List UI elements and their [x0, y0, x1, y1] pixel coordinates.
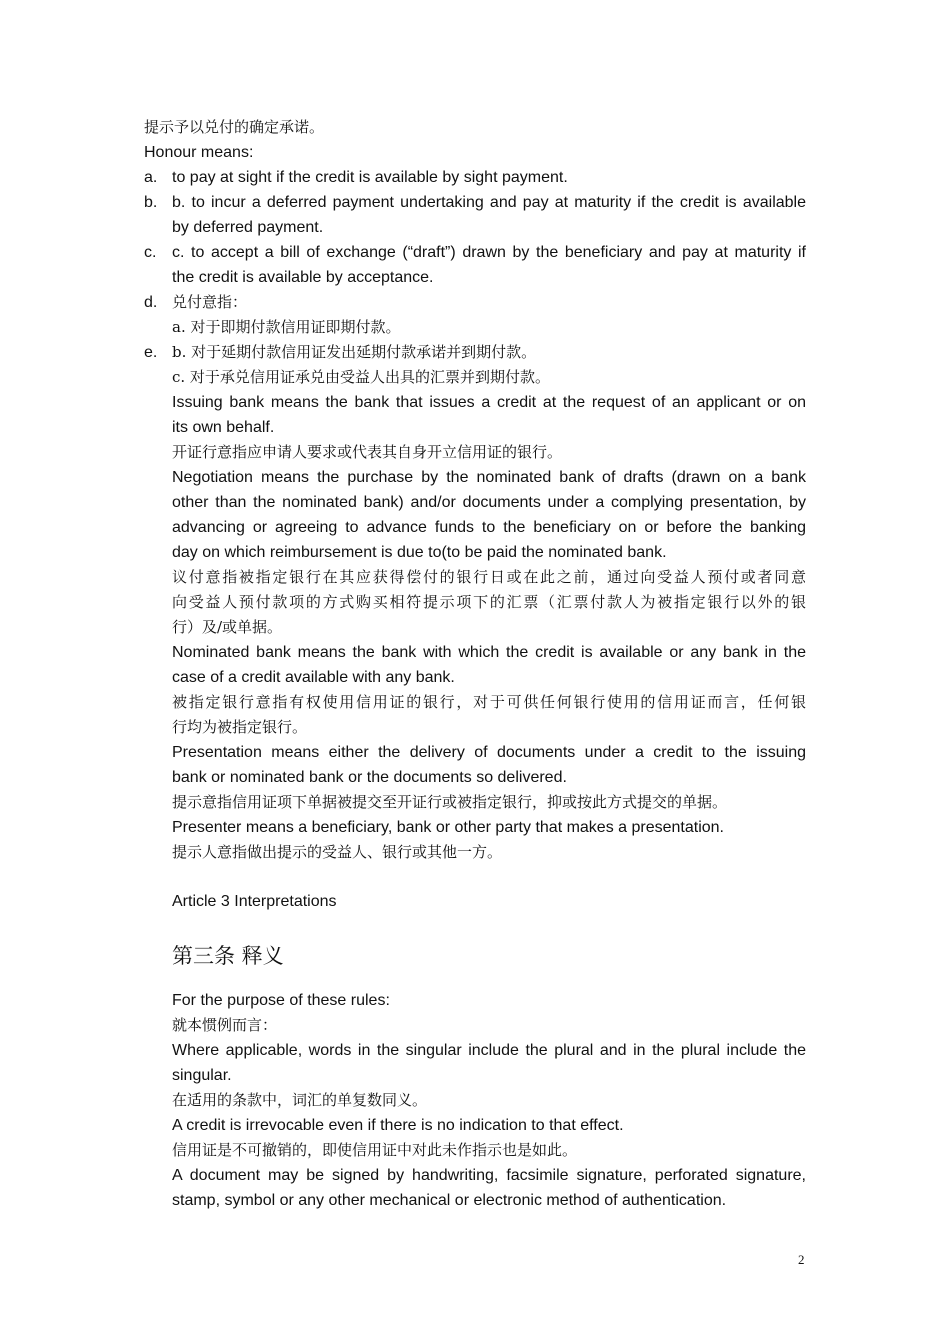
text-line: 被指定银行意指有权使用信用证的银行，对于可供任何银行使用的信用证而言，任何银 [172, 693, 806, 711]
text-line: a. 对于即期付款信用证即期付款。 [172, 318, 401, 336]
text-line: Negotiation means the purchase by the nominated bank of drafts (drawn on a bank [172, 469, 806, 486]
text-line: c. 对于承兑信用证承兑由受益人出具的汇票并到期付款。 [172, 368, 550, 386]
text-line: 信用证是不可撤销的，即使信用证中对此未作指示也是如此。 [172, 1141, 578, 1159]
text-line: by deferred payment. [172, 219, 324, 236]
text-line: Issuing bank means the bank that issues a credit at the request of an applicant or on [172, 394, 806, 411]
text-line: Where applicable, words in the singular include the plural and in the plural include the [172, 1042, 806, 1059]
text-line: 行）及/或单据。 [172, 618, 283, 636]
text-line: b. to incur a deferred payment undertaking and pay at maturity if the credit is available [172, 194, 806, 211]
text-line: Nominated bank means the bank with which the credit is available or any bank in the [172, 644, 806, 661]
text-line: 向受益人预付款项的方式购买相符提示项下的汇票（汇票付款人为被指定银行以外的银 [172, 593, 806, 611]
list-marker: b. [144, 194, 158, 211]
list-marker: d. [144, 294, 158, 311]
list-marker: e. [144, 344, 158, 361]
text-line: Presenter means a beneficiary, bank or other party that makes a presentation. [172, 819, 724, 836]
text-line: 议付意指被指定银行在其应获得偿付的银行日或在此之前，通过向受益人预付或者同意 [172, 568, 806, 586]
text-line: c. to accept a bill of exchange (“draft”) drawn by the beneficiary and pay at maturity if [172, 244, 806, 261]
text-line: 行均为被指定银行。 [172, 718, 308, 736]
text-line: For the purpose of these rules: [172, 992, 390, 1009]
text-line: 提示予以兑付的确定承诺。 [144, 118, 325, 136]
article-title: Article 3 Interpretations [172, 893, 337, 910]
text-line: singular. [172, 1067, 232, 1084]
text-line: 提示人意指做出提示的受益人、银行或其他一方。 [172, 843, 503, 861]
text-line: 兑付意指： [172, 293, 248, 311]
text-line: stamp, symbol or any other mechanical or electronic method of authentication. [172, 1192, 727, 1209]
text-line: Presentation means either the delivery of documents under a credit to the issuing [172, 744, 806, 761]
text-line: 就本惯例而言： [172, 1016, 278, 1034]
text-line: 提示意指信用证项下单据被提交至开证行或被指定银行，抑或按此方式提交的单据。 [172, 793, 728, 811]
text-line: Honour means: [144, 144, 254, 161]
text-line: 开证行意指应申请人要求或代表其自身开立信用证的银行。 [172, 443, 563, 461]
text-line: bank or nominated bank or the documents so delivered. [172, 769, 567, 786]
text-line: its own behalf. [172, 419, 275, 436]
text-line: the credit is available by acceptance. [172, 269, 434, 286]
text-line: day on which reimbursement is due to(to be paid the nominated bank. [172, 544, 667, 561]
list-marker: c. [144, 244, 157, 261]
text-line: A credit is irrevocable even if there is no indication to that effect. [172, 1117, 624, 1134]
text-line: b. 对于延期付款信用证发出延期付款承诺并到期付款。 [172, 343, 537, 361]
text-line: other than the nominated bank) and/or documents under a complying presentation, by [172, 494, 806, 511]
text-line: A document may be signed by handwriting, facsimile signature, perforated signature, [172, 1167, 806, 1184]
text-line: case of a credit available with any bank. [172, 669, 455, 686]
list-marker: a. [144, 169, 158, 186]
text-line: 在适用的条款中，词汇的单复数同义。 [172, 1091, 428, 1109]
text-line: advancing or agreeing to advance funds to the beneficiary on or before the banking [172, 519, 806, 536]
page-number: 2 [798, 1252, 805, 1267]
article-heading: 第三条 释义 [172, 944, 284, 968]
text-line: to pay at sight if the credit is available by sight payment. [172, 169, 568, 186]
